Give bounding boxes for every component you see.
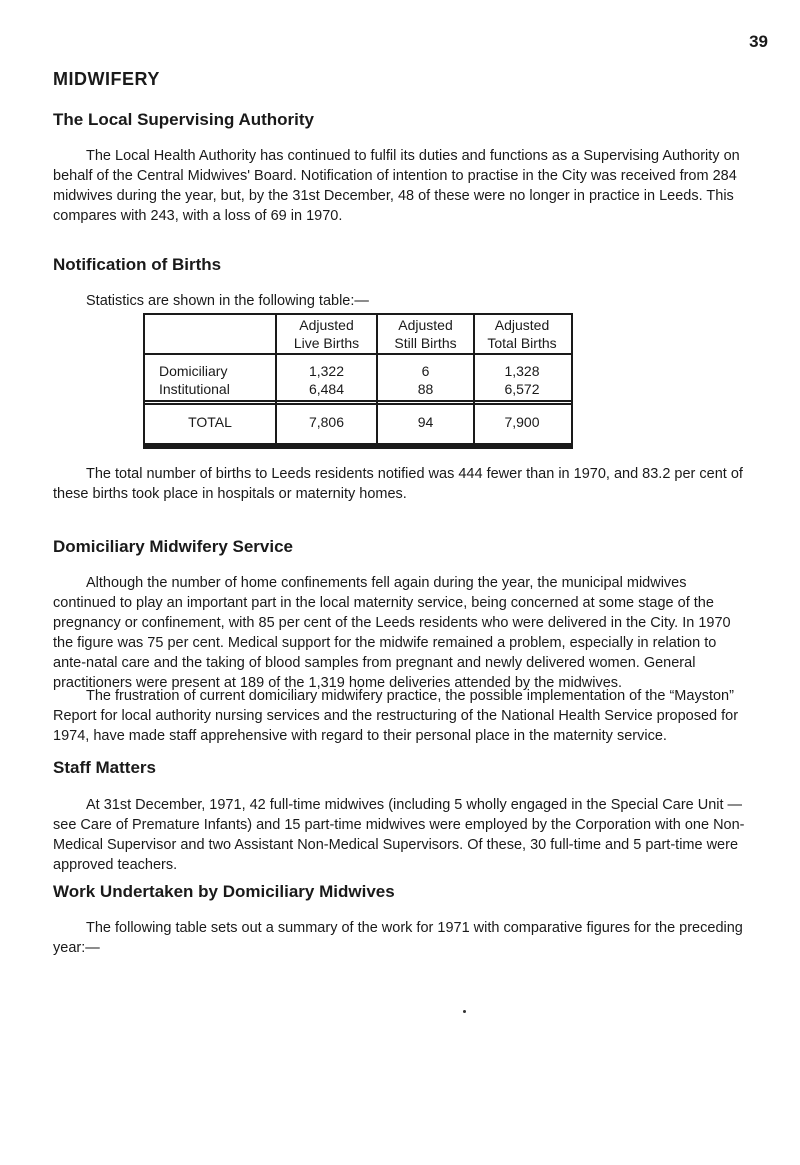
row-label-institutional: Institutional: [159, 381, 230, 397]
row-label-domiciliary: Domiciliary: [159, 363, 228, 379]
section-heading-work: Work Undertaken by Domiciliary Midwives: [53, 882, 395, 901]
paragraph-after-table: The total number of births to Leeds residents notified was 444 fewer than in 1970, and 83.2 per cent of these births took place in hospitals or maternity homes.: [53, 466, 743, 502]
section-heading-staff: Staff Matters: [53, 758, 156, 777]
header-line: Adjusted: [299, 317, 354, 333]
section-heading-local-authority: The Local Supervising Authority: [53, 110, 315, 129]
table-cell: 88: [417, 381, 434, 397]
paragraph-domiciliary-1: Although the number of home confinements fell again during the year, the municipal midwives continued to play an important part in the local maternity service, being concerned at some stage of the pregnancy or confinement, with 85 per cent of the Leeds residents who were delivered in the City. In 1970 the figure was 75 per cent. Medical support for the midwife remained a problem, especially in relation to ante-natal care and the taking of blood samples from pregnant and newly delivered women. General practitioners were present at 189 of the 1,319 home deliveries attended by the midwives.: [53, 575, 731, 691]
header-still-births: [378, 316, 473, 352]
header-line: Still Births: [394, 335, 457, 351]
section-heading-notification: Notification of Births: [53, 255, 222, 274]
total-label: TOTAL: [188, 414, 232, 430]
page-number: 39: [749, 32, 768, 51]
section-heading-domiciliary: Domiciliary Midwifery Service: [53, 537, 293, 556]
table-cell: 6,572: [504, 381, 540, 397]
table-cell: 1,328: [504, 363, 540, 379]
total-cell: 94: [417, 414, 434, 430]
paragraph-staff: At 31st December, 1971, 42 full-time midwives (including 5 wholly engaged in the Special Care Unit — see Care of Premature Infants) and 15 part-time midwives were employed by the Corporation with one Non-Medical Supervisor and two Assistant Non-Medical Supervisors. Of these, 30 full-time and 5 part-time were approved teachers.: [53, 797, 745, 873]
table-cell: 1,322: [308, 363, 345, 379]
total-cell: 7,806: [308, 414, 345, 430]
scan-speck: [463, 1010, 466, 1013]
paragraph-domiciliary-2: The frustration of current domiciliary midwifery practice, the possible implementation of the “Mayston” Report for local authority nursing services and the restructuring of the National Health Service proposed for 1974, have made staff apprehensive with regard to their personal place in the maternity service.: [53, 688, 739, 744]
header-line: Adjusted: [398, 317, 453, 333]
paragraph-work: The following table sets out a summary of the work for 1971 with comparative figures for the preceding year:—: [53, 920, 743, 956]
total-cell: 7,900: [504, 414, 540, 430]
paragraph-local-authority: The Local Health Authority has continued to fulfil its duties and functions as a Supervising Authority on behalf of the Central Midwives' Board. Notification of intention to practise in the City was received from 284 midwives during the year, but, by the 31st December, 48 of these were no longer in practice in Leeds. This compares with 243, with a loss of 69 in 1970.: [53, 148, 740, 224]
table-intro: Statistics are shown in the following table:—: [86, 293, 369, 309]
table-cell: 6: [421, 363, 430, 379]
births-table: [143, 313, 573, 445]
table-cell: 6,484: [308, 381, 345, 397]
header-line: Live Births: [293, 335, 360, 351]
header-total-births: [475, 316, 569, 352]
header-line: Total Births: [487, 335, 557, 351]
header-live-births: [277, 316, 376, 352]
table-bottom-rule: [143, 445, 573, 449]
header-line: Adjusted: [494, 317, 550, 333]
page-title: MIDWIFERY: [53, 69, 160, 89]
